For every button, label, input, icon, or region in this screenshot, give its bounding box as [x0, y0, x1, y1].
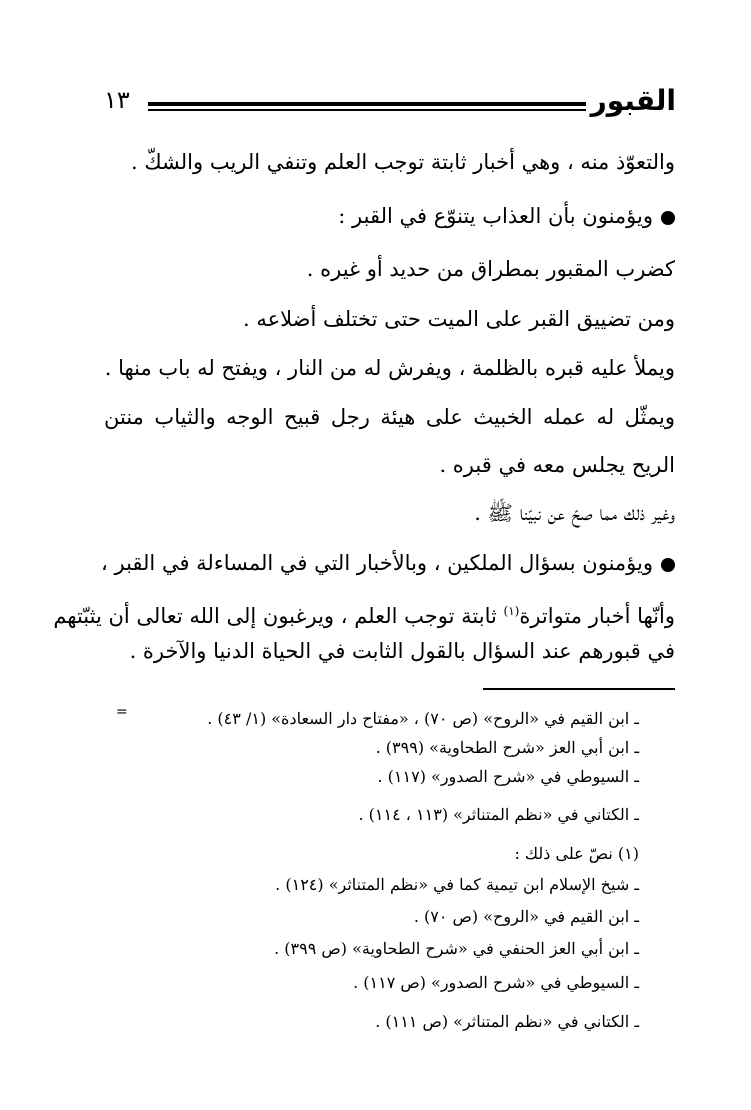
- footnote-line: ـ ابن القيم في «الروح» (ص ٧٠) ، «مفتاح دار السعادة» (١/ ٤٣) .: [207, 709, 639, 728]
- page-header: [104, 84, 676, 124]
- body-line: والتعوّذ منه ، وهي أخبار ثابتة توجب العلم وتنفي الريب والشكّ .: [131, 150, 675, 174]
- bullet-icon: [661, 558, 675, 572]
- body-line: الريح يجلس معه في قبره .: [439, 453, 675, 477]
- body-line-with-footnote-ref: وأنّها أخبار متواترة$^{(١)}$ ثابتة توجب العلم ، ويرغبون إلى الله تعالى أن يثبّتهم: [53, 604, 675, 628]
- body-line: ومن تضييق القبر على الميت حتى تختلف أضلاعه .: [242, 307, 675, 331]
- footnote-line: (١) نصّ على ذلك :: [514, 844, 639, 863]
- body-line: ويملأ عليه قبره بالظلمة ، ويفرش له من النار ، ويفتح له باب منها .: [104, 356, 675, 380]
- footnote-line: ـ ابن أبي العز «شرح الطحاوية» (٣٩٩) .: [375, 738, 639, 757]
- body-line-bulleted: ويؤمنون بأن العذاب يتنوّع في القبر :: [338, 201, 675, 231]
- running-title: القبور: [590, 84, 676, 117]
- footnote-separator: [483, 688, 675, 690]
- header-rule: [148, 102, 586, 111]
- page-number: ١٣: [104, 86, 130, 114]
- body-line: ويمثّل له عمله الخبيث على هيئة رجل قبيح الوجه والثياب منتن: [104, 405, 675, 429]
- footnote-reference: (١): [503, 604, 520, 618]
- footnote-continuation-marker: =: [116, 704, 128, 720]
- footnote-line: ـ الكتاني في «نظم المتناثر» (١١٣ ، ١١٤) .: [358, 805, 639, 824]
- bullet-icon: [661, 211, 675, 225]
- footnote-line: ـ الكتاني في «نظم المتناثر» (ص ١١١) .: [375, 1012, 639, 1031]
- body-line: كضرب المقبور بمطراق من حديد أو غيره .: [306, 257, 675, 281]
- footnote-line: ـ السيوطي في «شرح الصدور» (ص ١١٧) .: [353, 973, 639, 992]
- footnote-line: ـ السيوطي في «شرح الصدور» (١١٧) .: [377, 767, 639, 786]
- body-line: في قبورهم عند السؤال بالقول الثابت في الحياة الدنيا والآخرة .: [129, 639, 675, 663]
- footnote-line: ـ ابن القيم في «الروح» (ص ٧٠) .: [413, 907, 639, 926]
- footnote-line: ـ شيخ الإسلام ابن تيمية كما في «نظم المتناثر» (١٢٤) .: [275, 875, 639, 894]
- body-line: وغير ذلك مما صحّ عن نبيّنا ﷺ .: [474, 501, 675, 525]
- footnote-line: ـ ابن أبي العز الحنفي في «شرح الطحاوية» (ص ٣٩٩) .: [274, 939, 639, 958]
- body-line-bulleted: ويؤمنون بسؤال الملكين ، وبالأخبار التي في المساءلة في القبر ،: [104, 548, 675, 578]
